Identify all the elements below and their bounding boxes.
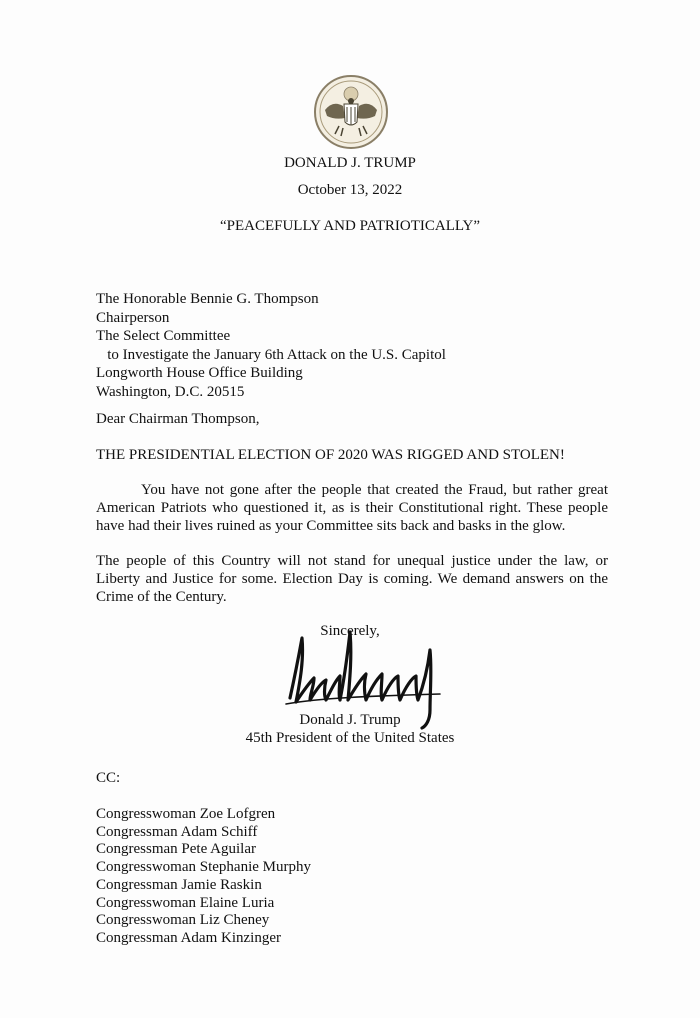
- closing-sincerely: Sincerely,: [320, 623, 380, 639]
- cc-recipient: Congresswoman Zoe Lofgren: [96, 806, 276, 822]
- cc-recipient: Congresswoman Stephanie Murphy: [96, 859, 311, 876]
- headline: THE PRESIDENTIAL ELECTION OF 2020 WAS RIGGED AND STOLEN!: [96, 447, 565, 463]
- cc-recipient: Congressman Adam Kinzinger: [96, 929, 281, 946]
- cc-recipient: Congresswoman Liz Cheney: [96, 912, 270, 929]
- address-line: Washington, D.C. 20515: [96, 383, 245, 400]
- address-line: The Select Committee: [96, 328, 231, 344]
- cc-recipient: Congressman Adam Schiff: [96, 823, 258, 840]
- cc-recipient-list: [96, 806, 311, 948]
- signer-name: Donald J. Trump: [299, 712, 401, 728]
- body-paragraph-2: The people of this Country will not stand for unequal justice under the law, or Liberty and Justice for some. Election Day is coming. We demand answers on the Crime of the Century.: [96, 553, 608, 605]
- letter-date: October 13, 2022: [297, 182, 403, 198]
- address-line: Longworth House Office Building: [96, 365, 303, 381]
- cc-recipient: Congressman Pete Aguilar: [96, 841, 256, 858]
- recipient-address: [96, 290, 446, 401]
- body-paragraph-1: You have not gone after the people that created the Fraud, but rather great American Patriots who questioned it, as is their Constitutional right. These people have had their lives ruined as your Committee sits back and basks in the glow.: [96, 482, 608, 534]
- address-line: Chairperson: [96, 309, 170, 326]
- cc-label: CC:: [96, 770, 121, 786]
- salutation: Dear Chairman Thompson,: [96, 411, 260, 427]
- sender-name: DONALD J. TRUMP: [284, 155, 416, 171]
- signer-title: 45th President of the United States: [245, 730, 455, 746]
- cc-recipient: Congresswoman Elaine Luria: [96, 894, 275, 911]
- cc-recipient: Congressman Jamie Raskin: [96, 876, 262, 893]
- address-line: to Investigate the January 6th Attack on the U.S. Capitol: [96, 346, 446, 363]
- letter-subject: “PEACEFULLY AND PATRIOTICALLY”: [219, 218, 481, 234]
- address-line: The Honorable Bennie G. Thompson: [96, 291, 319, 307]
- presidential-seal-icon: [313, 74, 389, 150]
